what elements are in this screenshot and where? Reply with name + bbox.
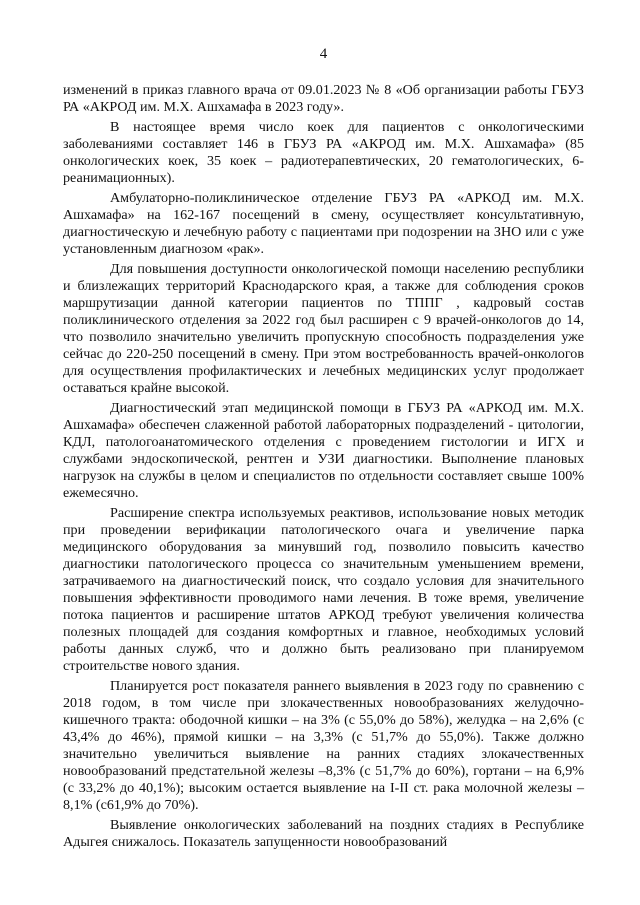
paragraph-late-stage-detection: Выявление онкологических заболеваний на поздних стадиях в Республике Адыгея снижалось. Показатель запущенности новообразований	[63, 817, 584, 850]
paragraph-reagents-expansion: Расширение спектра используемых реактивов, использование новых методик при проведении верификации патологического очага и увеличение парка медицинского оборудования за минувший год, позволило повысить качество диагностики патологического процесса со значительным уменьшением времени, затрачиваемого на диагностический поиск, что создало условия для значительного повышения эффективности проводимого нами лечения. В тоже время, увеличение потока пациентов и расширение штатов АРКОД требуют увеличения количества полезных площадей для создания комфортных и главное, необходимых условий работы данных служб, что и должно быть реализовано при планируемом строительстве нового здания.	[63, 505, 584, 674]
paragraph-outpatient-department: Амбулаторно-поликлиническое отделение ГБУЗ РА «АРКОД им. М.Х. Ашхамафа» на 162-167 посещений в смену, осуществляет консультативную, диагностическую и лечебную работу с пациентами при подозрении на ЗНО или с уже установленным диагнозом «рак».	[63, 190, 584, 257]
paragraph-bed-count: В настоящее время число коек для пациентов с онкологическими заболеваниями составляет 146 в ГБУЗ РА «АКРОД им. М.Х. Ашхамафа» (85 онкологических коек, 35 коек – радиотерапевтических, 20 гематологических, 6-реанимационных).	[63, 119, 584, 186]
page-number: 4	[319, 46, 328, 62]
paragraph-early-detection-plan: Планируется рост показателя раннего выявления в 2023 году по сравнению с 2018 годом, в том числе при злокачественных новообразованиях желудочно-кишечного тракта: ободочной кишки – на 3% (с 55,0% до 58%), желудка – на 2,6% (с 43,4% до 46%), прямой кишки – на 3,3% (с 51,7% до 55,0%). Также должно значительно увеличиться выявление на ранних стадиях злокачественных новообразований предстательной железы –8,3% (с 51,7% до 60%), гортани – на 6,9% (с 33,2% до 40,1%); высоким остается выявление на I-II ст. рака молочной железы –8,1% (с61,9% до 70%).	[63, 678, 584, 813]
paragraph-order-continuation: изменений в приказ главного врача от 09.01.2023 № 8 «Об организации работы ГБУЗ РА «АКРОД им. М.Х. Ашхамафа в 2023 году».	[63, 82, 584, 115]
paragraph-diagnostic-stage: Диагностический этап медицинской помощи в ГБУЗ РА «АРКОД им. М.Х. Ашхамафа» обеспечен слаженной работой лабораторных подразделений - цитологии, КДЛ, патологоанатомического отделения с проведением гистологии и ИГХ и службами эндоскопической, рентген и УЗИ диагностики. Выполнение плановых нагрузок на службы в целом и специалистов по отдельности составляет свыше 100% ежемесячно.	[63, 400, 584, 501]
paragraph-staff-expansion: Для повышения доступности онкологической помощи населению республики и близлежащих территорий Краснодарского края, а также для соблюдения сроков маршрутизации данной категории пациентов по ТППГ , кадровый состав поликлинического отделения за 2022 год был расширен с 9 врачей-онкологов до 14, что позволило значительно увеличить пропускную способность подразделения уже сейчас до 220-250 посещений в смену. При этом востребованность врачей-онкологов для осуществления профилактических и лечебных медицинских услуг продолжает оставаться крайне высокой.	[63, 261, 584, 396]
